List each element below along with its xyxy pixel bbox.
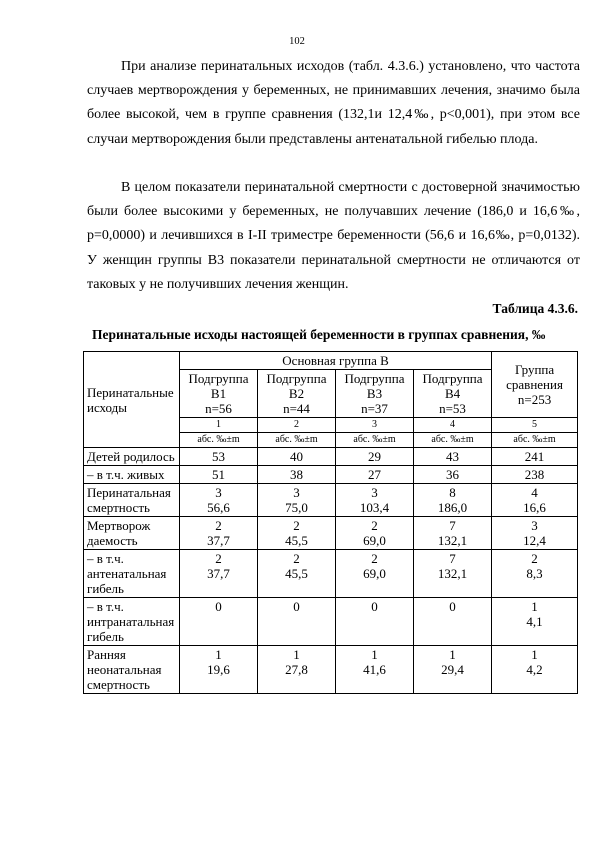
cell-value: 16,6 bbox=[523, 500, 546, 515]
page-number: 102 bbox=[289, 36, 305, 47]
cell-value: 1 bbox=[531, 647, 538, 662]
subgroup-name: Подгруппа В3 bbox=[344, 371, 405, 401]
table-cell bbox=[492, 550, 578, 598]
cell-value: 40 bbox=[290, 449, 303, 464]
table-cell bbox=[414, 448, 492, 466]
table-cell bbox=[180, 598, 258, 646]
table-cell bbox=[258, 448, 336, 466]
subgroup-name: Подгруппа В1 bbox=[188, 371, 249, 401]
row-label: Мертворож даемость bbox=[84, 517, 180, 550]
table-cell bbox=[336, 517, 414, 550]
paragraph-1-text: При анализе перинатальных исходов (табл. 4.3.6.) установлено, что частота случаев мертворождения у беременных, не принимавших лечения, значимо была более высокой, чем в группе сравнения (132,1и 12,4‰, p<0,001), при этом все случаи мертворождения были представлены антенатальной гибелью плода. bbox=[87, 59, 580, 147]
table-cell bbox=[180, 484, 258, 517]
cell-value: 7 bbox=[449, 518, 456, 533]
table-cell bbox=[492, 517, 578, 550]
table-cell bbox=[336, 448, 414, 466]
cell-value: 103,4 bbox=[359, 500, 390, 515]
cell-value: 51 bbox=[212, 467, 225, 482]
column-unit-3: абс. ‰±m bbox=[336, 433, 414, 448]
row-header-cell: Перинатальные исходы bbox=[84, 352, 180, 448]
cell-value: 0 bbox=[449, 599, 456, 614]
table-cell bbox=[180, 448, 258, 466]
table-cell bbox=[180, 550, 258, 598]
table-cell bbox=[492, 484, 578, 517]
table-cell bbox=[492, 466, 578, 484]
subgroup-n: n=44 bbox=[283, 401, 310, 416]
comparison-group-header bbox=[492, 352, 578, 418]
row-label: Детей родилось bbox=[84, 448, 180, 466]
table-cell bbox=[258, 466, 336, 484]
table-caption: Перинатальные исходы настоящей беременности в группах сравнения, ‰ bbox=[92, 327, 546, 342]
table-cell bbox=[336, 646, 414, 694]
cell-value: 1 bbox=[449, 647, 456, 662]
table-row bbox=[84, 598, 578, 646]
cell-value: 45,5 bbox=[285, 566, 308, 581]
cell-value: 69,0 bbox=[363, 533, 386, 548]
cell-value: 132,1 bbox=[437, 533, 468, 548]
table-cell bbox=[414, 550, 492, 598]
subgroup-n: n=53 bbox=[439, 401, 466, 416]
cell-value: 41,6 bbox=[363, 662, 386, 677]
subgroup-header-2 bbox=[258, 370, 336, 418]
row-label: – в т.ч. антенатальная гибель bbox=[84, 550, 180, 598]
main-group-header: Основная группа В bbox=[180, 352, 492, 370]
cell-value: 53 bbox=[212, 449, 225, 464]
row-label: – в т.ч. интранатальная гибель bbox=[84, 598, 180, 646]
column-number-4: 4 bbox=[414, 418, 492, 433]
cell-value: 1 bbox=[293, 647, 300, 662]
cell-value: 2 bbox=[371, 518, 378, 533]
table-cell bbox=[336, 598, 414, 646]
cell-value: 2 bbox=[531, 551, 538, 566]
column-unit-1: абс. ‰±m bbox=[180, 433, 258, 448]
column-number-3: 3 bbox=[336, 418, 414, 433]
table-cell bbox=[414, 646, 492, 694]
cell-value: 0 bbox=[215, 599, 222, 614]
cell-value: 29 bbox=[368, 449, 381, 464]
table-cell bbox=[180, 646, 258, 694]
table-cell bbox=[258, 484, 336, 517]
cell-value: 4 bbox=[531, 485, 538, 500]
cell-value: 2 bbox=[293, 518, 300, 533]
subgroup-header-4 bbox=[414, 370, 492, 418]
table-body bbox=[84, 448, 578, 694]
cell-value: 45,5 bbox=[285, 533, 308, 548]
table-row bbox=[84, 448, 578, 466]
cell-value: 56,6 bbox=[207, 500, 230, 515]
table-cell bbox=[492, 646, 578, 694]
subgroup-n: n=37 bbox=[361, 401, 388, 416]
outcomes-table bbox=[83, 351, 578, 694]
table-cell bbox=[492, 598, 578, 646]
row-label: Перинатальная смертность bbox=[84, 484, 180, 517]
column-unit-2: абс. ‰±m bbox=[258, 433, 336, 448]
cell-value: 0 bbox=[293, 599, 300, 614]
table-row bbox=[84, 484, 578, 517]
subgroup-name: Подгруппа В2 bbox=[266, 371, 327, 401]
cell-value: 7 bbox=[449, 551, 456, 566]
row-label: – в т.ч. живых bbox=[84, 466, 180, 484]
cell-value: 69,0 bbox=[363, 566, 386, 581]
table-cell bbox=[336, 550, 414, 598]
subgroup-header-1 bbox=[180, 370, 258, 418]
cell-value: 38 bbox=[290, 467, 303, 482]
cell-value: 1 bbox=[215, 647, 222, 662]
cell-value: 4,2 bbox=[526, 662, 543, 677]
table-cell bbox=[180, 466, 258, 484]
cell-value: 3 bbox=[293, 485, 300, 500]
cell-value: 0 bbox=[371, 599, 378, 614]
cell-value: 3 bbox=[531, 518, 538, 533]
cell-value: 43 bbox=[446, 449, 460, 464]
column-unit-4: абс. ‰±m bbox=[414, 433, 492, 448]
table-cell bbox=[336, 466, 414, 484]
subgroup-n: n=56 bbox=[205, 401, 232, 416]
table-cell bbox=[258, 598, 336, 646]
table-row bbox=[84, 550, 578, 598]
cell-value: 1 bbox=[371, 647, 378, 662]
cell-value: 3 bbox=[371, 485, 378, 500]
cell-value: 3 bbox=[215, 485, 222, 500]
cell-value: 8 bbox=[449, 485, 456, 500]
table-cell bbox=[180, 517, 258, 550]
paragraph-2-text: В целом показатели перинатальной смертности с достоверной значимостью были более высокими у беременных, не получавших лечение (186,0 и 16,6‰, p=0,0000) и лечившихся в I-II триместре беременности (56,6 и 16,6‰, p=0,0132). У женщин группы В3 показатели перинатальной смертности не отличаются от таковых у не получивших лечения женщин. bbox=[87, 180, 580, 292]
table-cell bbox=[258, 646, 336, 694]
cell-value: 241 bbox=[524, 449, 545, 464]
subgroup-name: Подгруппа В4 bbox=[422, 371, 483, 401]
table-cell bbox=[492, 448, 578, 466]
comparison-group-n: n=253 bbox=[517, 392, 552, 407]
subgroup-header-3 bbox=[336, 370, 414, 418]
cell-value: 8,3 bbox=[526, 566, 543, 581]
table-cell bbox=[258, 517, 336, 550]
paragraph-2 bbox=[87, 176, 580, 297]
paragraph-1 bbox=[87, 55, 580, 152]
cell-value: 27 bbox=[368, 467, 381, 482]
header-row-1 bbox=[84, 352, 578, 370]
cell-value: 37,7 bbox=[207, 533, 230, 548]
table-row bbox=[84, 466, 578, 484]
table-cell bbox=[336, 484, 414, 517]
comparison-group-name: Группа сравнения bbox=[506, 362, 563, 392]
cell-value: 132,1 bbox=[437, 566, 468, 581]
table-row bbox=[84, 646, 578, 694]
table-label: Таблица 4.3.6. bbox=[492, 301, 578, 316]
cell-value: 36 bbox=[446, 467, 460, 482]
cell-value: 1 bbox=[531, 599, 538, 614]
cell-value: 4,1 bbox=[526, 614, 543, 629]
cell-value: 2 bbox=[215, 518, 222, 533]
cell-value: 186,0 bbox=[437, 500, 468, 515]
cell-value: 27,8 bbox=[285, 662, 308, 677]
cell-value: 2 bbox=[371, 551, 378, 566]
table-cell bbox=[258, 550, 336, 598]
table-cell bbox=[414, 466, 492, 484]
cell-value: 37,7 bbox=[207, 566, 230, 581]
cell-value: 12,4 bbox=[523, 533, 546, 548]
cell-value: 75,0 bbox=[285, 500, 308, 515]
table-row bbox=[84, 517, 578, 550]
column-number-2: 2 bbox=[258, 418, 336, 433]
column-unit-5: абс. ‰±m bbox=[492, 433, 578, 448]
row-label: Ранняя неонатальная смертность bbox=[84, 646, 180, 694]
cell-value: 2 bbox=[293, 551, 300, 566]
column-number-5: 5 bbox=[492, 418, 578, 433]
table-cell bbox=[414, 517, 492, 550]
column-number-1: 1 bbox=[180, 418, 258, 433]
cell-value: 238 bbox=[524, 467, 545, 482]
table-cell bbox=[414, 484, 492, 517]
cell-value: 29,4 bbox=[441, 662, 464, 677]
cell-value: 2 bbox=[215, 551, 222, 566]
cell-value: 19,6 bbox=[207, 662, 230, 677]
table-cell bbox=[414, 598, 492, 646]
